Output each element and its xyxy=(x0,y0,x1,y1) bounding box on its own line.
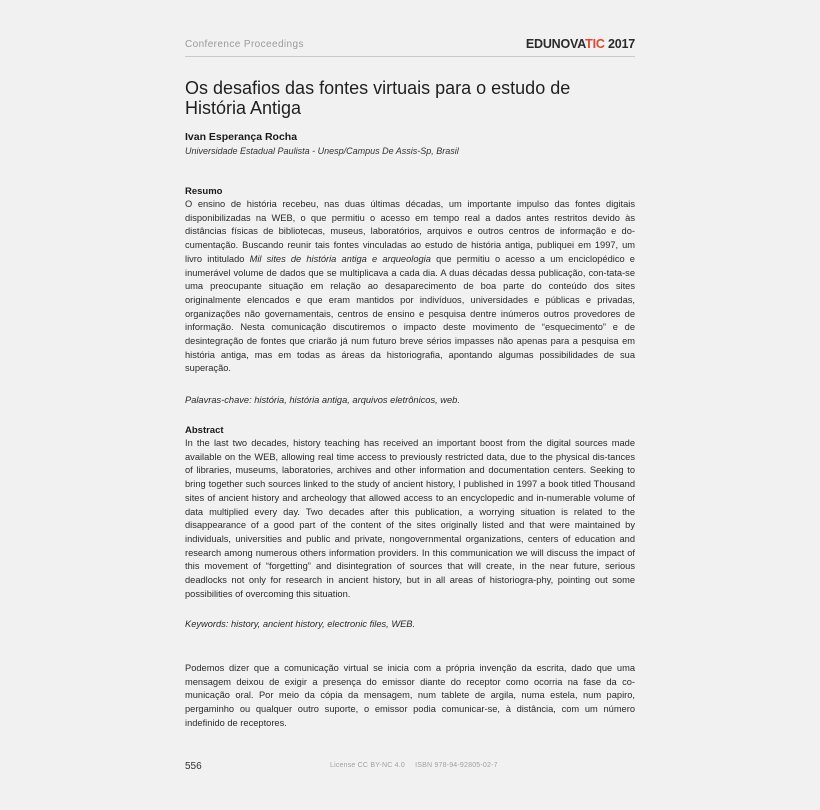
resumo-book-title: Mil sites de história antiga e arqueologia xyxy=(249,253,431,264)
author-affiliation: Universidade Estadual Paulista - Unesp/Campus De Assis-Sp, Brasil xyxy=(185,146,459,156)
resumo-body xyxy=(185,198,635,376)
running-head: Conference Proceedings xyxy=(185,39,304,50)
isbn-text: ISBN 978-94-92805-02-7 xyxy=(415,762,498,769)
footer-license xyxy=(330,762,506,769)
license-text: License CC BY-NC 4.0 xyxy=(330,762,405,769)
resumo-keywords: Palavras-chave: história, história antiga, arquivos eletrônicos, web. xyxy=(185,395,460,405)
abstract-heading: Abstract xyxy=(185,425,224,436)
resumo-text-part1: O ensino de história recebeu, nas duas últimas décadas, um importante impulso das fontes digitais disponibilizadas na WEB, o que permitiu o acesso em tempo real a dados antes restritos devido às distâncias físicas de bibliotecas, museus, laboratórios, arquivos e outros centros de informação e do-cumentação. Buscando reunir tais fontes vinculadas ao estudo de história antiga, publiquei em 1997, um livro intitulado xyxy=(185,199,635,264)
header-divider xyxy=(185,56,635,57)
resumo-heading: Resumo xyxy=(185,186,223,197)
logo-accent-text: TIC xyxy=(585,37,605,51)
title-line-2: História Antiga xyxy=(185,98,302,118)
page-number: 556 xyxy=(185,761,202,772)
paper-title xyxy=(185,78,635,118)
title-line-1: Os desafios das fontes virtuais para o estudo de xyxy=(185,78,571,98)
logo-year: 2017 xyxy=(607,37,635,51)
resumo-text-part2: que permitiu o acesso a um enciclopédico e inumerável volume de dados que se multiplicava a cada dia. A duas décadas dessa publicação, con-tata-se uma preocupante situação em relação ao desaparecimento de boa parte do conteúdo dos sites originalmente elencados e que eram mantidos por indivíduos, universidades e públicas e privadas, organizações não governamentais, centros de ensino e pesquisa dentre inúmeros outros provedores de informação. Nesta comunicação discutiremos o impacto deste movimento de “esquecimento” e de desintegração de fontes que criarão já num futuro breve sérios impasses não apenas para a pesquisa em história antiga, mas em todas as áreas da historiografia, apontando algumas possibilidades de sua superação. xyxy=(185,253,635,374)
abstract-body: In the last two decades, history teaching has received an important boost from the digital sources made available on the WEB, allowing real time access to previously restricted data, due to the physical dis-tances of libraries, museums, laboratories, archives and other information and documentation centers. Seeking to bring together such sources linked to the study of ancient history, I published in 1997 a book titled Thousand sites of ancient history and archeology that allowed access to an encyclopedic and in-numerable volume of data multiplied every day. Two decades after this publication, a worrying situation is related to the disappearance of a good part of the content of the sites originally listed and that were maintained by individuals, universities and public and private, nongovernmental organizations, centers of education and research among numerous others information providers. In this communication we will discuss the impact of this movement of “forgetting” and disintegration of sources that will create, in the near future, serious deadlocks not only for research in ancient history, but in all areas of historiogra-phy, pointing out some possibilities of overcoming this situation. xyxy=(185,438,635,599)
author-name: Ivan Esperança Rocha xyxy=(185,131,298,143)
abstract-keywords: Keywords: history, ancient history, electronic files, WEB. xyxy=(185,619,416,629)
intro-paragraph: Podemos dizer que a comunicação virtual se inicia com a própria invenção da escrita, dado que uma mensagem deixou de exigir a presença do emissor diante do receptor como ocorria na fase da co-municação oral. Por meio da cópia da mensagem, num tablete de argila, numa estela, num papiro, pergaminho ou qualquer outro suporte, o emissor podia comunicar-se, à distância, com um número indefinido de receptores. xyxy=(185,663,635,728)
conference-logo xyxy=(526,37,635,51)
logo-main-text: EDUNOVA xyxy=(525,37,586,51)
